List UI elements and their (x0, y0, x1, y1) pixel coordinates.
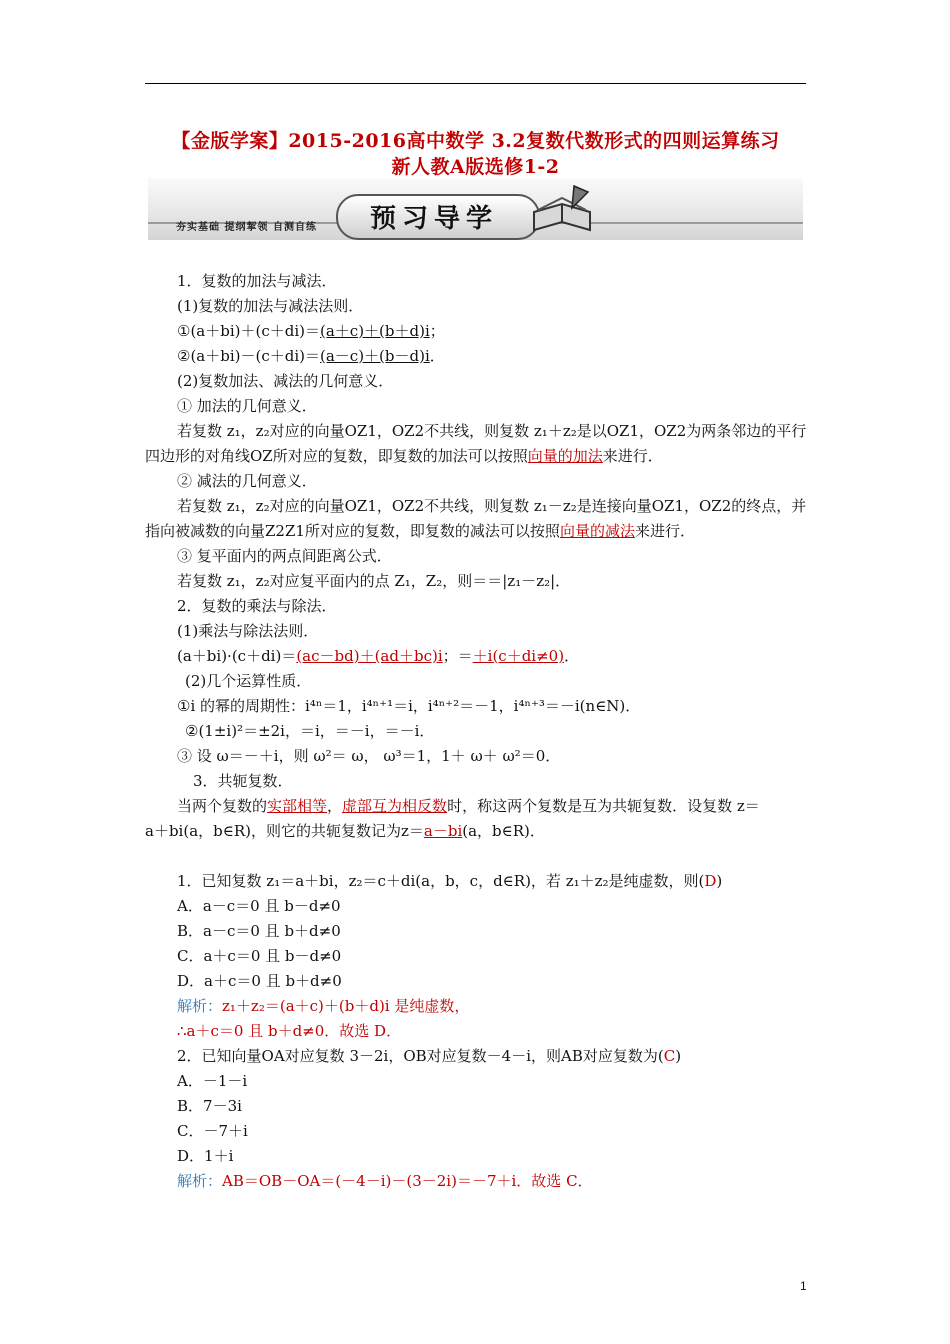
text-line (177, 1146, 233, 1166)
text-line (177, 946, 341, 966)
text-span: ) (675, 1047, 682, 1065)
text-span: a－bi (423, 822, 463, 840)
text-line (177, 371, 393, 391)
text-span: (2)几个运算性质． (185, 672, 312, 690)
text-span: C．a＋c＝0 且 b－d≠0 (177, 947, 342, 965)
text-line (177, 421, 806, 441)
text-span: 若复数 z₁，z₂对应复平面内的点 Z₁，Z₂，则＝＝|z₁－z₂|． (177, 572, 571, 590)
text-span: D．1＋i (177, 1147, 234, 1165)
text-span: 1．复数的加法与减法． (177, 272, 337, 290)
text-span: ∴a＋c＝0 且 b＋d≠0．故选 D． (177, 1022, 402, 1040)
text-line (177, 871, 722, 891)
text-span: ②(1±i)²＝±2i，＝i，＝－i，＝－i． (185, 722, 435, 740)
text-span: 向量的加法 (527, 447, 603, 465)
text-span: ． (429, 347, 445, 365)
text-span: C．－7＋i (177, 1122, 248, 1140)
text-span: ③ 设 ω＝－＋i，则 ω²＝ ω， ω³＝1，1＋ ω＋ ω²＝0． (177, 747, 561, 765)
text-line (185, 721, 434, 741)
text-line (145, 821, 545, 841)
text-span: 当两个复数的 (177, 797, 268, 815)
text-span: ；＝ (442, 647, 473, 665)
text-line (177, 1171, 593, 1191)
text-line (177, 1021, 401, 1041)
text-span: ①i 的幂的周期性：i⁴ⁿ＝1，i⁴ⁿ⁺¹＝i，i⁴ⁿ⁺²＝－1，i⁴ⁿ⁺³＝－i(n∈N)． (177, 697, 641, 715)
text-span: 实部相等 (267, 797, 328, 815)
text-span: 来进行． (602, 447, 663, 465)
text-span: ＋i(c＋di≠0) (472, 647, 565, 665)
text-span: B．7－3i (177, 1097, 242, 1115)
header-rule (145, 83, 806, 84)
document-title-line-1: 【金版学案】2015-2016高中数学 3.2复数代数形式的四则运算练习 (171, 130, 780, 152)
text-span: (2)复数加法、减法的几何意义． (177, 372, 394, 390)
text-line (177, 271, 337, 291)
text-line (193, 771, 293, 791)
text-line (177, 1121, 248, 1141)
text-line (145, 521, 695, 541)
text-line (177, 396, 317, 416)
text-span: 2．复数的乘法与除法． (177, 597, 337, 615)
text-line (177, 696, 640, 716)
text-line (177, 996, 469, 1016)
text-line (177, 596, 337, 616)
text-span: A．－1－i (177, 1072, 248, 1090)
text-span: (1)乘法与除法法则． (177, 622, 319, 640)
text-span: 来进行． (634, 522, 695, 540)
text-line (185, 671, 311, 691)
text-line (177, 971, 342, 991)
section-banner (148, 178, 803, 240)
text-span: 四边形的对角线OZ所对应的复数，即复数的加法可以按照 (145, 447, 528, 465)
banner-subtitle: 夯实基础 提纲挈领 自测自练 (176, 222, 317, 233)
text-span: 虚部互为相反数 (342, 797, 448, 815)
text-span: 1．已知复数 z₁＝a＋bi，z₂＝c＋di(a，b，c，d∈R)，若 z₁＋z₂是纯虚数，则( (177, 872, 705, 890)
text-span: 向量的减法 (559, 522, 635, 540)
text-line (177, 1071, 247, 1091)
text-line (177, 321, 445, 341)
text-span: 3．共轭复数． (193, 772, 293, 790)
text-span: C (663, 1047, 676, 1065)
text-line (177, 346, 445, 366)
text-span: 若复数 z₁，z₂对应的向量OZ1，OZ2不共线，则复数 z₁＋z₂是以OZ1，OZ2为两条邻边的平行 (177, 422, 807, 440)
text-span: ) (716, 872, 723, 890)
text-span: 若复数 z₁，z₂对应的向量OZ1，OZ2不共线，则复数 z₁－z₂是连接向量OZ1，OZ2的终点，并 (177, 497, 807, 515)
document-title-line-2: 新人教A版选修1-2 (391, 156, 560, 178)
text-span: AB＝OB－OA＝(－4－i)－(3－2i)＝－7＋i．故选 C． (222, 1172, 593, 1190)
text-line (177, 1096, 242, 1116)
text-span: ， (327, 797, 343, 815)
text-line (177, 1046, 681, 1066)
text-span: (1)复数的加法与减法法则． (177, 297, 364, 315)
page-number: 1 (800, 1279, 807, 1293)
text-line (177, 646, 579, 666)
text-line (177, 896, 341, 916)
text-span: ③ 复平面内的两点间距离公式． (177, 547, 392, 565)
text-span: ② 减法的几何意义． (177, 472, 317, 490)
text-span: ； (429, 322, 445, 340)
text-span: 指向被减数的向量Z2Z1所对应的复数，即复数的减法可以按照 (145, 522, 560, 540)
text-line (177, 796, 760, 816)
text-span: 解析： (177, 1172, 223, 1190)
text-span: z₁＋z₂＝(a＋c)＋(b＋d)i 是纯虚数， (222, 997, 470, 1015)
text-line (177, 621, 318, 641)
text-line (177, 921, 341, 941)
text-span: (a＋bi)·(c＋di)＝ (177, 647, 297, 665)
text-span: 时，称这两个复数是互为共轭复数．设复数 z＝ (447, 797, 760, 815)
text-line (177, 746, 560, 766)
text-span: B．a－c＝0 且 b＋d≠0 (177, 922, 341, 940)
text-span: ②(a＋bi)－(c＋di)＝ (177, 347, 320, 365)
text-span: A．a－c＝0 且 b－d≠0 (177, 897, 341, 915)
text-line (177, 571, 570, 591)
text-line (177, 546, 392, 566)
text-span: (a－c)＋(b－d)i (320, 347, 430, 365)
text-span: a＋bi(a，b∈R)，则它的共轭复数记为z＝ (145, 822, 424, 840)
text-line (145, 446, 663, 466)
text-span: ①(a＋bi)＋(c＋di)＝ (177, 322, 320, 340)
text-span: D (704, 872, 717, 890)
text-line (177, 471, 317, 491)
text-span: D．a＋c＝0 且 b＋d≠0 (177, 972, 342, 990)
text-span: ① 加法的几何意义． (177, 397, 317, 415)
banner-title: 预习导学 (370, 204, 499, 234)
text-span: 解析： (177, 997, 223, 1015)
text-line (177, 496, 806, 516)
text-span: (ac－bd)＋(ad＋bc)i (296, 647, 443, 665)
text-line (177, 296, 363, 316)
text-span: ． (564, 647, 580, 665)
text-span: (a＋c)＋(b＋d)i (320, 322, 430, 340)
book-icon (528, 182, 598, 238)
text-span: 2．已知向量OA对应复数 3－2i，OB对应复数－4－i，则AB对应复数为( (177, 1047, 664, 1065)
text-span: (a，b∈R)． (462, 822, 545, 840)
